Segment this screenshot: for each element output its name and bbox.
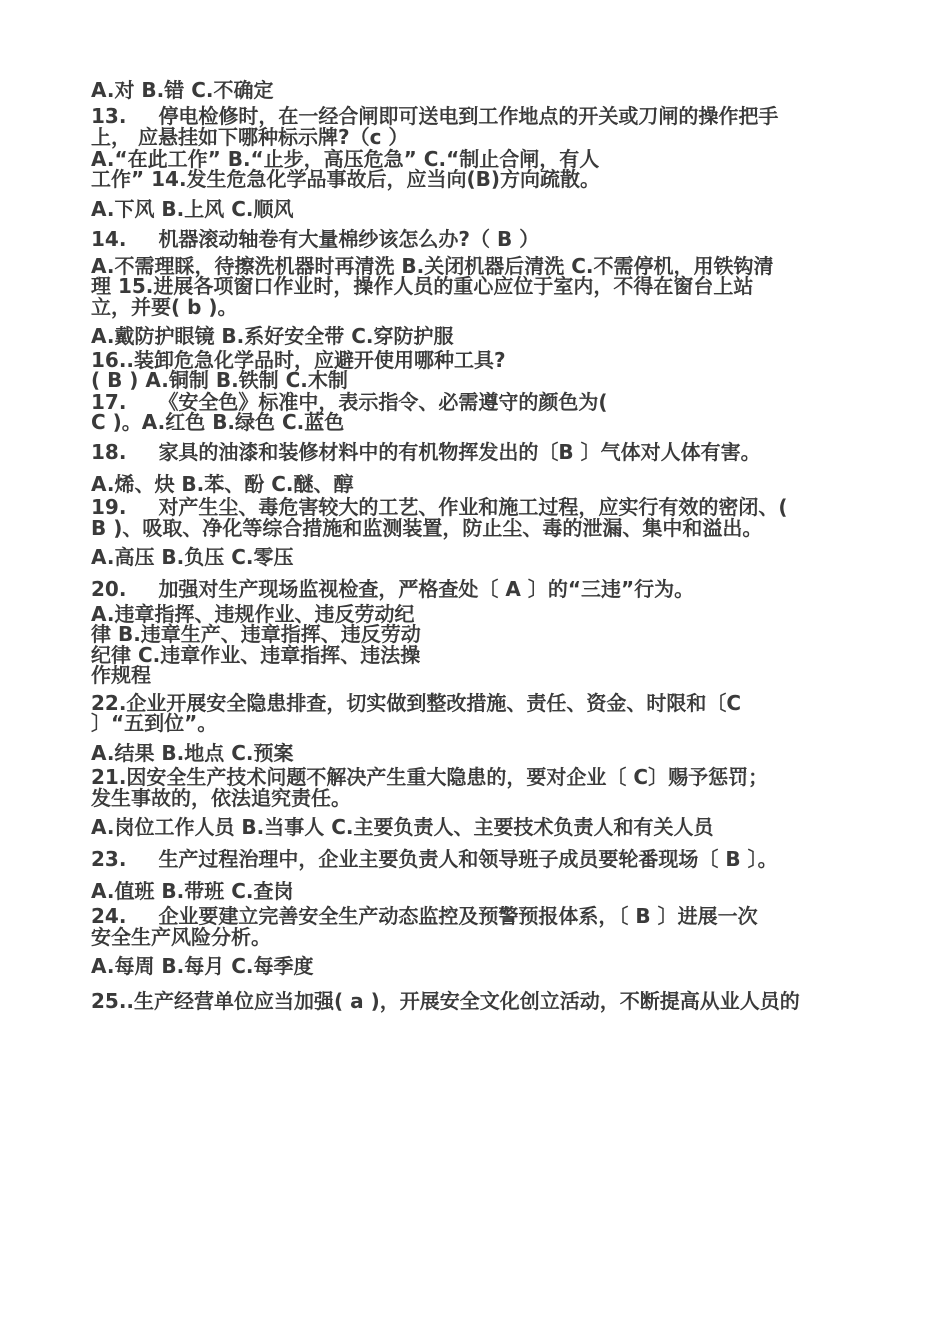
question-number: 19. (91, 495, 127, 519)
text-line: A.戴防护眼镜 B.系好安全带 C.穿防护服 (91, 324, 454, 348)
question-text: 对产生尘、毒危害较大的工艺、作业和施工过程，应实行有效的密闭、( (158, 495, 788, 519)
text-line: 16..装卸危急化学品时，应避开使用哪种工具? (91, 348, 506, 372)
text-line: 发生事故的，依法追究责任。 (91, 786, 351, 810)
question-text: 生产过程治理中，企业主要负责人和领导班子成员要轮番现场〔 B 〕。 (158, 847, 778, 871)
text-line: A.“在此工作” B.“止步，高压危急” C.“制止合闸，有人 (91, 147, 600, 171)
text-line: 安全生产风险分析。 (91, 925, 271, 949)
text-line: 上， 应悬挂如下哪种标示牌?（c ） (91, 125, 409, 149)
question-20 (91, 578, 694, 600)
text-line: A.下风 B.上风 C.顺风 (91, 197, 294, 221)
text-line: A.对 B.错 C.不确定 (91, 78, 274, 102)
text-line: A.烯、炔 B.苯、酚 C.醚、醇 (91, 472, 354, 496)
text-line: C )。A.红色 B.绿色 C.蓝色 (91, 410, 345, 434)
text-line: A.值班 B.带班 C.查岗 (91, 879, 294, 903)
text-line: A.结果 B.地点 C.预案 (91, 741, 294, 765)
question-number: 17. (91, 390, 127, 414)
question-number: 14. (91, 227, 127, 251)
text-line: 立，并要( b )。 (91, 295, 238, 319)
question-18 (91, 441, 761, 463)
question-24 (91, 905, 758, 927)
text-line: 理 15.进展各项窗口作业时，操作人员的重心应位于室内，不得在窗台上站 (91, 274, 754, 298)
question-23 (91, 848, 778, 870)
question-number: 23. (91, 847, 127, 871)
question-number: 24. (91, 904, 127, 928)
text-line: 作规程 (91, 663, 151, 687)
text-line: A.高压 B.负压 C.零压 (91, 545, 294, 569)
text-line: 律 B.违章生产、违章指挥、违反劳动 (91, 622, 421, 646)
text-line: 25..生产经营单位应当加强( a )，开展安全文化创立活动，不断提高从业人员的 (91, 989, 800, 1013)
text-line: B )、吸取、净化等综合措施和监测装置，防止尘、毒的泄漏、集中和溢出。 (91, 516, 763, 540)
text-line: ( B ) A.铜制 B.铁制 C.木制 (91, 368, 348, 392)
text-line: 工作” 14.发生危急化学品事故后，应当向(B)方向疏散。 (91, 167, 601, 191)
question-19 (91, 496, 788, 518)
question-text: 停电检修时，在一经合闸即可送电到工作地点的开关或刀闸的操作把手 (158, 104, 779, 128)
question-number: 13. (91, 104, 127, 128)
question-14 (91, 228, 539, 250)
question-text: 《安全色》标准中，表示指令、必需遵守的颜色为( (158, 390, 608, 414)
text-line: A.岗位工作人员 B.当事人 C.主要负责人、主要技术负责人和有关人员 (91, 815, 714, 839)
text-line: A.不需理睬，待擦洗机器时再清洗 B.关闭机器后清洗 C.不需停机，用铁钩清 (91, 254, 774, 278)
text-line: A.每周 B.每月 C.每季度 (91, 954, 314, 978)
text-line: 21.因安全生产技术问题不解决产生重大隐患的，要对企业〔 C〕赐予惩罚； (91, 765, 769, 789)
question-text: 家具的油漆和装修材料中的有机物挥发出的〔B 〕气体对人体有害。 (158, 440, 761, 464)
question-text: 机器滚动轴卷有大量棉纱该怎么办?（ B ） (158, 227, 540, 251)
text-line: 22.企业开展安全隐患排查，切实做到整改措施、责任、资金、时限和〔C (91, 691, 742, 715)
text-line: 〕“五到位”。 (91, 711, 218, 735)
question-number: 20. (91, 577, 127, 601)
question-13 (91, 105, 778, 127)
question-text: 加强对生产现场监视检查，严格查处〔 A 〕的“三违”行为。 (158, 577, 695, 601)
question-number: 18. (91, 440, 127, 464)
text-line: A.违章指挥、违规作业、违反劳动纪 (91, 602, 415, 626)
text-line: 纪律 C.违章作业、违章指挥、违法操 (91, 643, 421, 667)
question-text: 企业要建立完善安全生产动态监控及预警预报体系，〔 B 〕进展一次 (158, 904, 758, 928)
